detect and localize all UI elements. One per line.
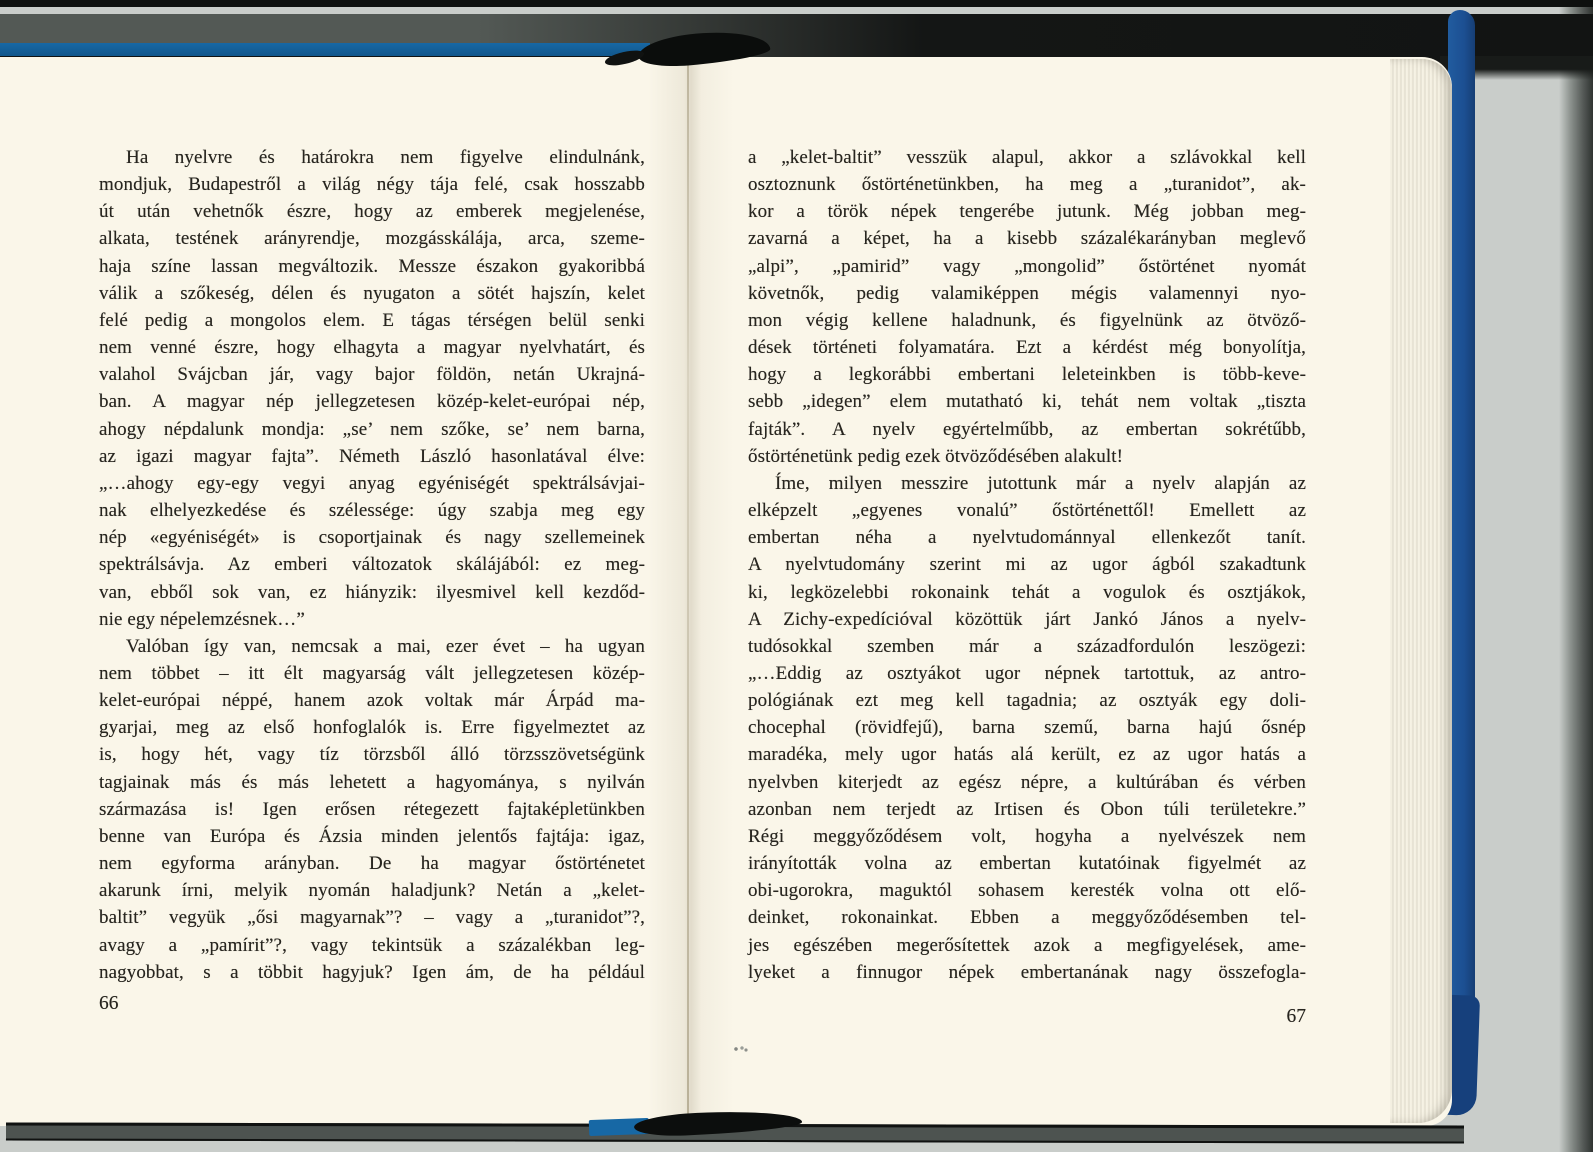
text-line: nie egy népelemzésnek…”	[99, 608, 305, 630]
book-cover-fore-edge	[1448, 10, 1475, 1062]
text-line: lyeket a finnugor népek embertanának nagy összefogla-	[748, 961, 1306, 983]
text-line: sebb „idegen” elem mutatható ki, tehát nem voltak „tiszta	[748, 391, 1306, 413]
text-line: nyelvben kiterjedt az egész népre, a kultúrában és vérben	[748, 771, 1306, 793]
text-line: nem többet – itt élt magyarság vált jellegzetesen közép-	[99, 662, 645, 684]
text-line: nem egyforma arányban. De ha magyar őstörténetet	[99, 853, 645, 875]
text-line: kor a török népek tengerébe jutunk. Még jobban meg-	[748, 201, 1306, 223]
page-gutter-shadow	[648, 57, 734, 1126]
text-line: irányították volna az embertan kutatóinak figyelmét az	[748, 853, 1306, 875]
text-line: tagjainak más és más lehetett a hagyománya, s nyilván	[99, 771, 645, 793]
text-line: mondjuk, Budapestről a világ négy tája felé, csak hosszabb	[99, 174, 645, 196]
text-line: tudósokkal szemben már a századfordulón leszögezi:	[748, 635, 1306, 657]
text-line: hogy a legkorábbi embertani leleteinkben is több-keve-	[748, 364, 1306, 386]
page-gutter-fold	[687, 63, 689, 1119]
text-line: ahogy népdalunk mondja: „se’ nem szőke, se’ nem barna,	[99, 418, 645, 440]
left-page-number: 66	[99, 993, 119, 1014]
text-line: baltit” vegyük „ősi magyarnak”? – vagy a „turanidot”?,	[99, 907, 645, 929]
text-line: „…ahogy egy-egy vegyi anyag egyéniségét spektrálsávjai-	[99, 472, 645, 494]
text-line: azonban nem terjedt az Irtisen és Obon túli területekre.”	[748, 798, 1306, 820]
text-line: akarunk írni, melyik nyomán haladjunk? Netán a „kelet-	[99, 880, 645, 902]
text-line: válik a szőkeség, délen és nyugaton a sötét hajszín, kelet	[99, 282, 645, 304]
text-line: pológiának ezt meg kell tagadnia; az osztyák egy doli-	[748, 690, 1306, 712]
text-line: út után vehetnők észre, hogy az emberek megjelenése,	[99, 201, 645, 223]
text-line: chocephal (rövidfejű), barna szemű, barna hajú ősnép	[748, 717, 1306, 739]
text-line: dések történeti folyamatára. Ezt a kérdést még bonyolítja,	[748, 337, 1306, 359]
text-line: mon végig kellene haladnunk, és figyelnünk az ötvöző-	[748, 309, 1306, 331]
text-line: benne van Európa és Ázsia minden jelentős fajtája: igaz,	[99, 825, 645, 847]
text-line: gyarjai, meg az első honfoglalók is. Erre figyelmeztet az	[99, 717, 645, 739]
print-speck	[733, 1045, 749, 1053]
text-line: is, hogy hét, vagy tíz törzsből álló törzsszövetségünk	[99, 744, 645, 766]
scanner-right-edge	[1559, 0, 1593, 1152]
text-line: őstörténetünk pedig ezek ötvöződésében alakult!	[748, 445, 1124, 467]
text-line: fajták”. A nyelv egyértelműbb, az embertan sokrétűbb,	[748, 418, 1306, 440]
text-line: Íme, milyen messzire jutottunk már a nyelv alapján az	[775, 472, 1306, 494]
text-line: embertan néha a nyelvtudománnyal ellenkezőt tanít.	[748, 527, 1306, 549]
text-line: Régi meggyőződésem volt, hogyha a nyelvészek nem	[748, 825, 1306, 847]
text-line: ki, legközelebbi rokonaink tehát a vogulok és osztjákok,	[748, 581, 1306, 603]
text-line: kelet-európai néppé, hanem azok voltak már Árpád ma-	[99, 690, 645, 712]
text-line: spektrálsávja. Az emberi változatok skálájából: ez meg-	[99, 554, 645, 576]
text-line: osztoznunk őstörténetünkben, ha meg a „turanidot”, ak-	[748, 174, 1306, 196]
text-line: Valóban így van, nemcsak a mai, ezer évet – ha ugyan	[126, 635, 645, 657]
text-line: deinket, rokonainkat. Ebben a meggyőződésemben tel-	[748, 907, 1306, 929]
text-line: az igazi magyar fajta”. Németh László hasonlatával élve:	[99, 445, 645, 467]
text-line: „…Eddig az osztyákot ugor népnek tartottuk, az antro-	[748, 662, 1306, 684]
text-line: nak elhelyezkedése és szélessége: úgy szabja meg egy	[99, 500, 645, 522]
text-line: A Zichy-expedícióval közöttük járt Jankó János a nyelv-	[748, 608, 1306, 630]
text-line: nagyobbat, s a többit hagyjuk? Igen ám, de ha például	[99, 961, 645, 983]
text-line: obi-ugorokra, maguktól sohasem keresték volna ott elő-	[748, 880, 1306, 902]
text-line: követnők, pedig valamiképpen mégis valamennyi nyo-	[748, 282, 1306, 304]
text-line: haja színe lassan megváltozik. Messze északon gyakoribbá	[99, 255, 645, 277]
text-line: A nyelvtudomány szerint mi az ugor ágból szakadtunk	[748, 554, 1306, 576]
text-line: van, ebből sok van, ez hiányzik: ilyesmivel kell kezdőd-	[99, 581, 645, 603]
text-line: a „kelet-baltit” vesszük alapul, akkor a szlávokkal kell	[748, 147, 1306, 168]
right-page-text	[748, 144, 1306, 986]
text-line: avagy a „pamírit”?, vagy tekintsük a százalékban leg-	[99, 934, 645, 956]
text-line: maradéka, mely ugor hatás alá került, ez az ugor hatás a	[748, 744, 1306, 766]
text-line: felé pedig a mongolos elem. E tágas térségen belül senki	[99, 309, 645, 331]
text-line: nép «egyéniségét» is csoportjainak és nagy szellemeinek	[99, 527, 645, 549]
book-cover-top-edge	[0, 43, 650, 58]
text-line: ban. A magyar nép jellegzetesen közép-kelet-európai nép,	[99, 391, 645, 413]
text-line: származása is! Igen erősen rétegezett fajtaképletünkben	[99, 798, 645, 820]
page-fore-edge-stack	[1390, 59, 1452, 1123]
text-line: Ha nyelvre és határokra nem figyelve elindulnánk,	[126, 147, 645, 168]
text-line: alkata, testének arányrendje, mozgásskálája, arca, szeme-	[99, 228, 645, 250]
text-line: valahol Svájcban jár, vagy bajor földön, netán Ukrajná-	[99, 364, 645, 386]
right-page-number: 67	[1286, 1006, 1306, 1027]
text-line: nem venné észre, hogy elhagyta a magyar nyelvhatárt, és	[99, 337, 645, 359]
text-line: jes egészében megerősítettek azok a megfigyelések, ame-	[748, 934, 1306, 956]
text-line: zavarná a képet, ha a kisebb százalékarányban meglevő	[748, 228, 1306, 250]
text-line: „alpi”, „pamirid” vagy „mongolid” őstörténet nyomát	[748, 255, 1306, 277]
text-line: elképzelt „egyenes vonalú” őstörténettől! Emellett az	[748, 500, 1306, 522]
left-page-text	[99, 144, 645, 986]
